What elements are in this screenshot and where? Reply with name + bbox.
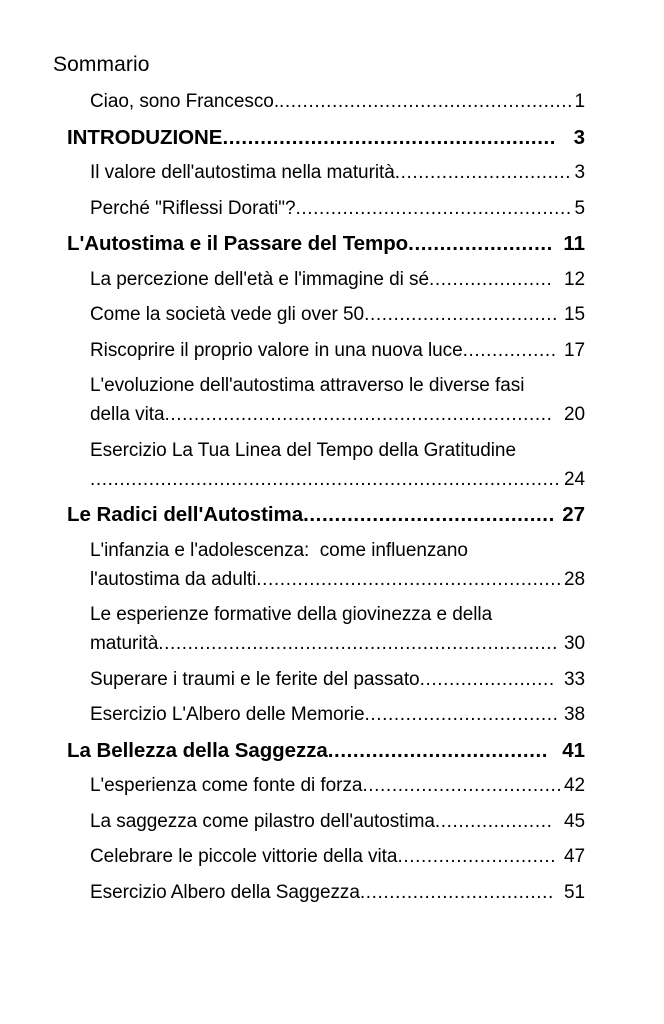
dot-leader: .....................	[428, 268, 553, 290]
toc-page-number: 45	[563, 810, 585, 832]
toc-entry[interactable]	[0, 497, 664, 533]
toc-entry-label: La percezione dell'età e l'immagine di sé	[90, 268, 429, 290]
toc-page-number: 28	[563, 568, 585, 590]
toc-entry[interactable]	[0, 226, 664, 262]
dot-leader: ....................................................	[256, 568, 562, 590]
toc-entry-label: Le esperienze formative della giovinezza e della	[90, 604, 493, 625]
toc-entry[interactable]	[0, 804, 664, 840]
toc-list	[0, 84, 664, 910]
toc-entry[interactable]	[0, 768, 664, 804]
toc-page-number: 11	[563, 232, 585, 255]
toc-entry[interactable]	[0, 533, 664, 598]
dot-leader: ................	[462, 339, 557, 361]
toc-entry-label: Come la società vede gli over 50	[90, 304, 365, 325]
toc-entry-label-cont: della vita	[90, 404, 165, 425]
toc-entry[interactable]	[0, 120, 664, 156]
dot-leader: ..................................................................	[164, 404, 553, 425]
dot-leader: ....................................................................	[158, 633, 558, 654]
dot-leader: ....................	[434, 810, 553, 832]
toc-entry-label: Il valore dell'autostima nella maturità	[90, 162, 395, 183]
toc-entry[interactable]	[0, 297, 664, 333]
toc-entry[interactable]	[0, 839, 664, 875]
dot-leader: ..................................	[362, 775, 563, 796]
toc-entry[interactable]	[0, 191, 664, 227]
toc-page-number: 30	[563, 633, 585, 654]
toc-entry-label: Le Radici dell'Autostima	[67, 503, 304, 526]
toc-entry-label-cont: l'autostima da adulti	[90, 568, 257, 590]
dot-leader: .................................	[364, 304, 559, 325]
toc-entry-label: Esercizio Albero della Saggezza	[90, 881, 360, 903]
toc-page-number: 20	[563, 404, 585, 425]
toc-entry[interactable]	[0, 875, 664, 911]
dot-leader: ...............................................	[295, 197, 572, 219]
toc-entry[interactable]	[0, 155, 664, 191]
toc-page-number: 1	[574, 91, 585, 112]
toc-entry[interactable]	[0, 662, 664, 698]
toc-entry-label-cont: maturità	[90, 633, 159, 654]
toc-page-number: 17	[563, 339, 585, 361]
toc-entry[interactable]	[0, 84, 664, 120]
toc-entry-label: L'esperienza come fonte di forza	[90, 775, 363, 796]
toc-entry-label: L'evoluzione dell'autostima attraverso le diverse fasi	[90, 375, 525, 396]
dot-leader: .......................	[419, 668, 555, 690]
page-title: Sommario	[53, 53, 150, 76]
dot-leader: ..............................	[394, 162, 572, 183]
toc-entry-label: INTRODUZIONE	[67, 125, 223, 149]
toc-page-number: 15	[563, 304, 585, 325]
dot-leader: .......................	[408, 232, 553, 255]
toc-entry-label: Riscoprire il proprio valore in una nuova luce	[90, 339, 463, 361]
dot-leader: .....................................................	[222, 125, 557, 149]
toc-page-number: 42	[563, 775, 585, 796]
toc-page-number: 51	[563, 881, 585, 903]
toc-entry[interactable]	[0, 597, 664, 662]
toc-page-number: 5	[574, 197, 585, 219]
toc-entry-label: Esercizio La Tua Linea del Tempo della Gratitudine	[90, 439, 516, 461]
toc-entry[interactable]	[0, 262, 664, 298]
dot-leader: ..................................................	[279, 91, 573, 112]
dot-leader: .................................	[364, 704, 559, 725]
dot-leader: .................................	[359, 881, 554, 903]
toc-page-number: 47	[563, 846, 585, 867]
dot-leader: ................................................................................	[90, 468, 561, 490]
toc-page-number: 3	[574, 162, 585, 183]
toc-page-number: 24	[563, 468, 585, 490]
toc-page-number: 33	[563, 668, 585, 690]
toc-entry[interactable]	[0, 697, 664, 733]
toc-entry-label: Perché "Riflessi Dorati"?	[90, 197, 296, 219]
toc-page-number: 41	[562, 738, 585, 762]
toc-entry-label: La saggezza come pilastro dell'autostima	[90, 810, 435, 832]
toc-entry[interactable]	[0, 433, 664, 498]
toc-entry-label: La Bellezza della Saggezza	[67, 738, 328, 762]
toc-entry-label: L'Autostima e il Passare del Tempo	[67, 232, 409, 255]
toc-page-number: 27	[562, 503, 585, 526]
dot-leader: ...................................	[327, 738, 549, 762]
toc-page-number: 3	[573, 125, 585, 149]
toc-entry[interactable]	[0, 333, 664, 369]
toc-page-number: 38	[563, 704, 585, 725]
toc-entry-label: Celebrare le piccole vittorie della vita	[90, 846, 398, 867]
toc-entry-label: Ciao, sono Francesco.	[90, 91, 280, 112]
dot-leader: ...........................	[397, 846, 557, 867]
toc-entry-label: L'infanzia e l'adolescenza: come influenzano	[90, 539, 468, 561]
dot-leader: ........................................	[303, 503, 555, 526]
toc-page-number: 12	[563, 268, 585, 290]
toc-entry-label: Esercizio L'Albero delle Memorie	[90, 704, 365, 725]
toc-entry-label: Superare i traumi e le ferite del passato	[90, 668, 420, 690]
toc-entry[interactable]	[0, 733, 664, 769]
toc-entry[interactable]	[0, 368, 664, 433]
